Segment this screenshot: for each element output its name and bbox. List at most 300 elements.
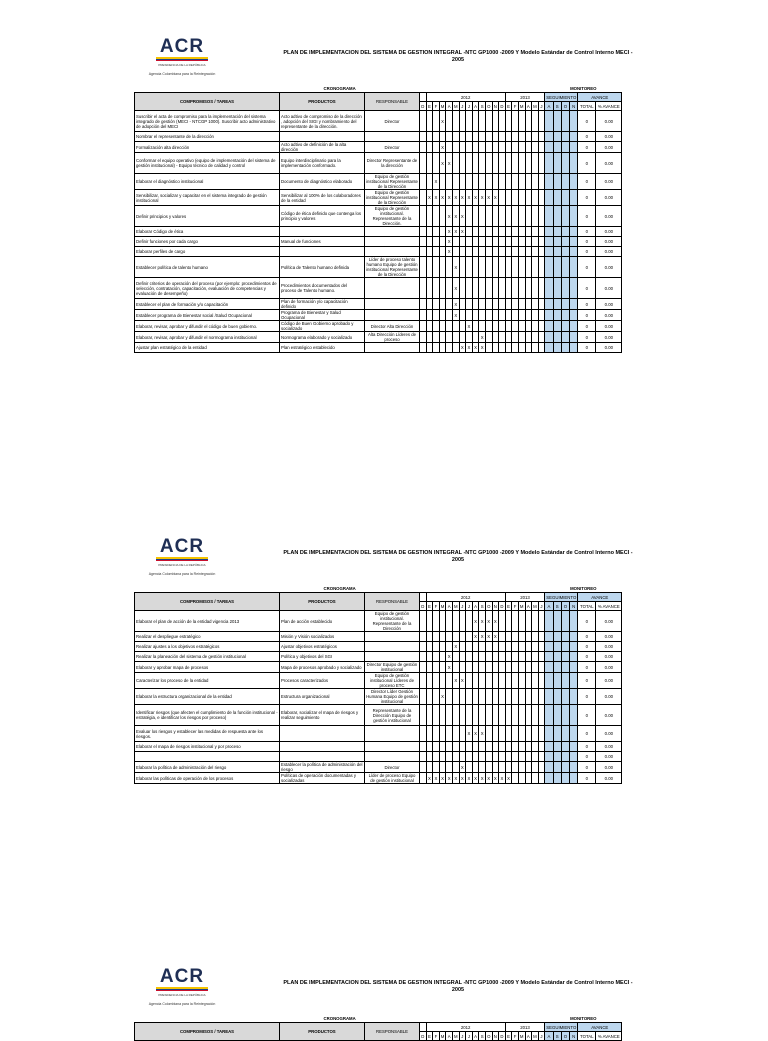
month-cell: [452, 247, 459, 257]
month-cell: [439, 343, 446, 353]
month-cell: [433, 257, 440, 278]
month-cell: [479, 299, 486, 310]
month-cell: [492, 174, 499, 190]
month-cell: [512, 332, 519, 343]
month-mark: X: [452, 227, 459, 237]
month-header: N: [493, 603, 497, 609]
logo-word: ACR: [159, 536, 205, 557]
avance-cell: 0.00: [596, 227, 622, 237]
avance-cell: 0.00: [596, 332, 622, 343]
month-cell: [459, 611, 466, 632]
table-row: [135, 611, 622, 632]
month-cell: [492, 132, 499, 142]
producto-cell: Código de Buen Gobierno aprobado y socializado: [280, 321, 365, 332]
month-mark: X: [472, 726, 479, 742]
month-cell: [532, 611, 539, 632]
month-cell: [505, 132, 512, 142]
month-cell: [518, 726, 525, 742]
month-cell: [433, 343, 440, 353]
total-header: TOTAL: [578, 1032, 596, 1041]
month-cell: [426, 632, 433, 642]
producto-cell: Políticas de operación documentadas y socializadas: [280, 773, 365, 784]
total-cell: 0: [578, 762, 596, 773]
logo-agencia: Agencia Colombiana para la Reintegración: [148, 1002, 216, 1006]
month-cell: [466, 705, 473, 726]
month-mark: X: [459, 343, 466, 353]
month-cell: [518, 762, 525, 773]
seguimiento-header: SEGUIMIENTO: [546, 94, 577, 100]
month-cell: [532, 632, 539, 642]
seguimiento-cell: [553, 343, 561, 353]
year-2012: 2012: [426, 93, 505, 102]
month-cell: [492, 642, 499, 652]
seguimiento-cell: [570, 652, 578, 662]
tarea-cell: Elaborar, revisar, aprobar y difundir el código de buen gobierno.: [135, 321, 280, 332]
month-mark: X: [466, 343, 473, 353]
pct-avance-header: % AVANCE: [596, 602, 622, 611]
month-cell: [433, 278, 440, 299]
month-cell: [446, 257, 453, 278]
seguimiento-cell: [570, 310, 578, 321]
seguimiento-cell: [570, 332, 578, 343]
seguimiento-cell: [561, 299, 569, 310]
month-cell: [446, 111, 453, 132]
avance-cell: 0.00: [596, 343, 622, 353]
month-cell: [485, 142, 492, 153]
responsable-cell: [365, 742, 420, 752]
producto-cell: Plan de acción establecido: [280, 611, 365, 632]
month-cell: [492, 762, 499, 773]
month-cell: [439, 206, 446, 227]
month-header: E: [507, 603, 510, 609]
logo-word: ACR: [159, 966, 205, 987]
avance-cell: 0.00: [596, 632, 622, 642]
month-cell: [479, 153, 486, 174]
month-cell: [518, 278, 525, 299]
month-cell: [426, 321, 433, 332]
month-cell: [485, 278, 492, 299]
month-mark: X: [505, 773, 512, 784]
month-cell: [452, 632, 459, 642]
month-cell: [446, 310, 453, 321]
month-cell: [426, 742, 433, 752]
month-cell: [512, 705, 519, 726]
month-cell: [532, 343, 539, 353]
month-cell: [459, 174, 466, 190]
month-cell: [446, 299, 453, 310]
logo-presidencia: PRESIDENCIA DE LA REPÚBLICA: [158, 563, 206, 567]
total-cell: 0: [578, 632, 596, 642]
seguimiento-cell: [570, 153, 578, 174]
month-cell: [505, 673, 512, 689]
month-cell: [466, 247, 473, 257]
seguimiento-cell: [570, 611, 578, 632]
month-cell: [466, 662, 473, 673]
month-cell: [525, 343, 532, 353]
month-cell: [466, 642, 473, 652]
month-cell: [505, 278, 512, 299]
month-cell: [479, 762, 486, 773]
month-cell: [512, 132, 519, 142]
month-cell: [439, 673, 446, 689]
avance-cell: 0.00: [596, 190, 622, 206]
col-productos-header: PRODUCTOS: [280, 1023, 365, 1041]
responsable-cell: Equipo de gestión institucional Representante de la Dirección: [366, 174, 418, 189]
month-cell: [439, 705, 446, 726]
month-cell: [518, 742, 525, 752]
month-cell: [492, 652, 499, 662]
seguimiento-cell: [553, 632, 561, 642]
month-cell: [485, 689, 492, 705]
avance-cell: 0.00: [596, 611, 622, 632]
responsable-cell: Equipo de gestión institucional. Representante de la Dirección: [365, 611, 420, 632]
month-cell: [512, 343, 519, 353]
responsable-cell: [365, 237, 420, 247]
logo-presidencia: PRESIDENCIA DE LA REPÚBLICA: [158, 63, 206, 67]
month-cell: [512, 310, 519, 321]
month-cell: [505, 299, 512, 310]
monitoreo-label: MONITOREO: [545, 584, 622, 593]
seguimiento-cell: [561, 174, 569, 190]
month-cell: [512, 237, 519, 247]
year-header-row: [135, 93, 622, 102]
seguimiento-cell: [545, 310, 553, 321]
month-cell: [525, 142, 532, 153]
month-cell: [420, 321, 427, 332]
avance-header: AVANCE: [578, 593, 622, 602]
month-cell: [466, 752, 473, 762]
month-cell: [492, 278, 499, 299]
month-cell: [466, 206, 473, 227]
month-cell: [538, 310, 545, 321]
month-cell: [518, 752, 525, 762]
month-cell: [472, 321, 479, 332]
month-cell: [532, 662, 539, 673]
seguimiento-cell: [545, 689, 553, 705]
month-cell: [420, 343, 427, 353]
month-cell: [532, 762, 539, 773]
month-cell: [505, 174, 512, 190]
month-cell: [479, 642, 486, 652]
seguimiento-cell: [570, 190, 578, 206]
responsable-cell: [365, 343, 420, 353]
month-header: E: [507, 103, 510, 109]
seguimiento-cell: [553, 726, 561, 742]
month-cell: [452, 142, 459, 153]
tarea-cell: Elaborar Código de ética: [135, 227, 280, 237]
tarea-cell: Realizar el despliegue estratégico: [135, 632, 280, 642]
month-cell: [452, 689, 459, 705]
table-row: [135, 662, 622, 673]
month-header: A: [447, 1033, 451, 1039]
month-cell: [420, 642, 427, 652]
plan-table-2: [134, 584, 622, 784]
month-cell: [538, 632, 545, 642]
seguimiento-header: SEGUIMIENTO: [546, 1024, 577, 1030]
table-row: [135, 652, 622, 662]
month-cell: [525, 762, 532, 773]
month-header: E: [427, 1033, 431, 1039]
month-cell: [512, 752, 519, 762]
month-header: S: [480, 103, 484, 109]
month-mark: X: [446, 227, 453, 237]
producto-cell: Ajustar objetivos estratégicos: [280, 642, 365, 652]
seguimiento-month: O: [561, 1032, 569, 1041]
month-mark: X: [492, 611, 499, 632]
flag-stripe: [156, 557, 208, 561]
month-cell: [446, 632, 453, 642]
month-cell: [472, 332, 479, 343]
month-cell: [426, 227, 433, 237]
month-cell: [459, 247, 466, 257]
month-cell: [452, 132, 459, 142]
month-cell: [532, 673, 539, 689]
month-header: J: [538, 102, 545, 111]
month-cell: [433, 142, 440, 153]
seguimiento-cell: [570, 343, 578, 353]
tarea-cell: Elaborar y aprobar mapa de procesos: [135, 662, 280, 673]
month-cell: [426, 689, 433, 705]
total-cell: 0: [578, 742, 596, 752]
table-row: [135, 689, 622, 705]
month-cell: [459, 752, 466, 762]
month-header: D: [421, 103, 425, 109]
cronograma-band-row: [135, 84, 622, 93]
seguimiento-month: N: [570, 602, 578, 611]
month-cell: [420, 174, 427, 190]
year-2012: 2012: [426, 1023, 505, 1032]
seguimiento-cell: [561, 752, 569, 762]
month-cell: [485, 299, 492, 310]
month-mark: X: [492, 773, 499, 784]
month-cell: [492, 343, 499, 353]
tarea-cell: Conformar el equipo operativo (equipo de implementación del sistema de gestión institucional) - Equipo técnico de calidad y control: [135, 153, 280, 174]
avance-cell: 0.00: [596, 773, 622, 784]
year-2013: 2013: [505, 593, 545, 602]
month-cell: [499, 142, 506, 153]
month-cell: [420, 206, 427, 227]
month-cell: [505, 142, 512, 153]
seguimiento-cell: [545, 705, 553, 726]
month-cell: [420, 705, 427, 726]
month-cell: [532, 206, 539, 227]
month-cell: [439, 321, 446, 332]
month-cell: [518, 237, 525, 247]
total-cell: 0: [578, 673, 596, 689]
year-spacer: [420, 93, 427, 102]
month-cell: [505, 632, 512, 642]
month-header: F: [513, 103, 517, 109]
month-mark: X: [452, 310, 459, 321]
month-cell: [459, 642, 466, 652]
avance-cell: 0.00: [596, 726, 622, 742]
month-cell: [538, 662, 545, 673]
month-cell: [466, 332, 473, 343]
table-row: [135, 752, 622, 762]
month-mark: X: [479, 332, 486, 343]
col-responsable-header: RESPONSABLE: [365, 593, 420, 611]
total-cell: 0: [578, 174, 596, 190]
avance-cell: 0.00: [596, 321, 622, 332]
month-cell: [505, 705, 512, 726]
month-cell: [525, 752, 532, 762]
month-cell: [492, 742, 499, 752]
seguimiento-cell: [553, 762, 561, 773]
month-cell: [532, 132, 539, 142]
month-cell: [426, 278, 433, 299]
month-header: D: [421, 1033, 425, 1039]
month-cell: [499, 257, 506, 278]
seguimiento-cell: [553, 321, 561, 332]
month-cell: [499, 343, 506, 353]
month-cell: [505, 332, 512, 343]
month-cell: [532, 111, 539, 132]
month-header: A: [474, 103, 477, 109]
month-header: M: [519, 603, 524, 609]
month-cell: [505, 343, 512, 353]
month-cell: [538, 773, 545, 784]
month-cell: [512, 257, 519, 278]
month-cell: [492, 752, 499, 762]
month-cell: [525, 611, 532, 632]
month-header: D: [500, 603, 504, 609]
month-cell: [459, 321, 466, 332]
month-cell: [472, 652, 479, 662]
month-cell: [426, 142, 433, 153]
month-cell: [505, 237, 512, 247]
tarea-cell: Elaborar la estructura organizacional de la entidad: [135, 689, 280, 705]
month-cell: [433, 705, 440, 726]
month-cell: [426, 762, 433, 773]
month-mark: X: [439, 190, 446, 206]
acr-logo: [150, 538, 214, 584]
seguimiento-cell: [570, 662, 578, 673]
month-cell: [446, 705, 453, 726]
total-cell: 0: [578, 132, 596, 142]
page-header: [0, 500, 768, 585]
month-cell: [492, 689, 499, 705]
month-header: D: [500, 1033, 504, 1039]
month-cell: [485, 652, 492, 662]
month-mark: X: [459, 773, 466, 784]
responsable-cell: Director: [365, 762, 420, 773]
month-cell: [492, 111, 499, 132]
month-cell: [505, 689, 512, 705]
month-cell: [518, 247, 525, 257]
flag-stripe: [156, 57, 208, 61]
seguimiento-cell: [553, 662, 561, 673]
month-mark: X: [446, 153, 453, 174]
month-cell: [525, 237, 532, 247]
month-cell: [499, 278, 506, 299]
month-cell: [472, 752, 479, 762]
month-cell: [499, 742, 506, 752]
month-cell: [485, 742, 492, 752]
month-cell: [472, 689, 479, 705]
seguimiento-cell: [545, 726, 553, 742]
seguimiento-cell: [561, 278, 569, 299]
month-cell: [479, 310, 486, 321]
month-cell: [459, 742, 466, 752]
cronograma-band-row: [135, 584, 622, 593]
tarea-cell: Elaborar las políticas de operación de los procesos: [135, 773, 280, 784]
month-cell: [499, 153, 506, 174]
tarea-cell: Elaborar perfiles de cargo: [135, 247, 280, 257]
responsable-cell: Director Equipo de gestión institucional: [365, 662, 420, 673]
seguimiento-cell: [570, 257, 578, 278]
total-header: TOTAL: [578, 102, 596, 111]
month-cell: [426, 132, 433, 142]
seguimiento-cell: [553, 227, 561, 237]
seguimiento-cell: [570, 673, 578, 689]
month-cell: [466, 257, 473, 278]
seguimiento-cell: [561, 632, 569, 642]
seguimiento-month: N: [570, 1032, 578, 1041]
month-cell: [532, 332, 539, 343]
month-cell: [505, 227, 512, 237]
table-row: [135, 278, 622, 299]
seguimiento-cell: [553, 752, 561, 762]
month-cell: [439, 762, 446, 773]
month-cell: [499, 237, 506, 247]
month-cell: [538, 752, 545, 762]
total-cell: 0: [578, 227, 596, 237]
month-cell: [426, 257, 433, 278]
table-row: [135, 705, 622, 726]
table-row: [135, 642, 622, 652]
month-cell: [452, 343, 459, 353]
month-cell: [472, 153, 479, 174]
month-cell: [459, 111, 466, 132]
month-cell: [472, 299, 479, 310]
month-cell: [485, 257, 492, 278]
seguimiento-cell: [570, 227, 578, 237]
month-cell: [466, 673, 473, 689]
seguimiento-cell: [545, 332, 553, 343]
month-cell: [466, 278, 473, 299]
table-row: [135, 132, 622, 142]
seguimiento-cell: [561, 662, 569, 673]
producto-cell: Política de Talento humano definida: [280, 257, 365, 278]
month-cell: [485, 132, 492, 142]
tarea-cell: Elaborar la política de administración del riesgo: [135, 762, 280, 773]
month-cell: [472, 762, 479, 773]
month-cell: [525, 310, 532, 321]
avance-cell: 0.00: [596, 206, 622, 227]
month-cell: [525, 111, 532, 132]
month-cell: [512, 206, 519, 227]
tarea-cell: Definir funciones por cada cargo: [135, 237, 280, 247]
avance-cell: 0.00: [596, 762, 622, 773]
month-cell: [532, 257, 539, 278]
month-cell: [525, 132, 532, 142]
month-cell: [538, 206, 545, 227]
total-cell: 0: [578, 332, 596, 343]
month-mark: X: [452, 206, 459, 227]
month-cell: [512, 662, 519, 673]
month-cell: [446, 642, 453, 652]
month-cell: [538, 190, 545, 206]
seguimiento-cell: [545, 321, 553, 332]
month-cell: [452, 742, 459, 752]
responsable-cell: Representante de la Dirección Equipo de gestión institucional: [365, 705, 420, 726]
seguimiento-cell: [570, 142, 578, 153]
month-cell: [439, 632, 446, 642]
month-cell: [532, 278, 539, 299]
month-cell: [485, 343, 492, 353]
table-row: [135, 247, 622, 257]
month-cell: [420, 257, 427, 278]
